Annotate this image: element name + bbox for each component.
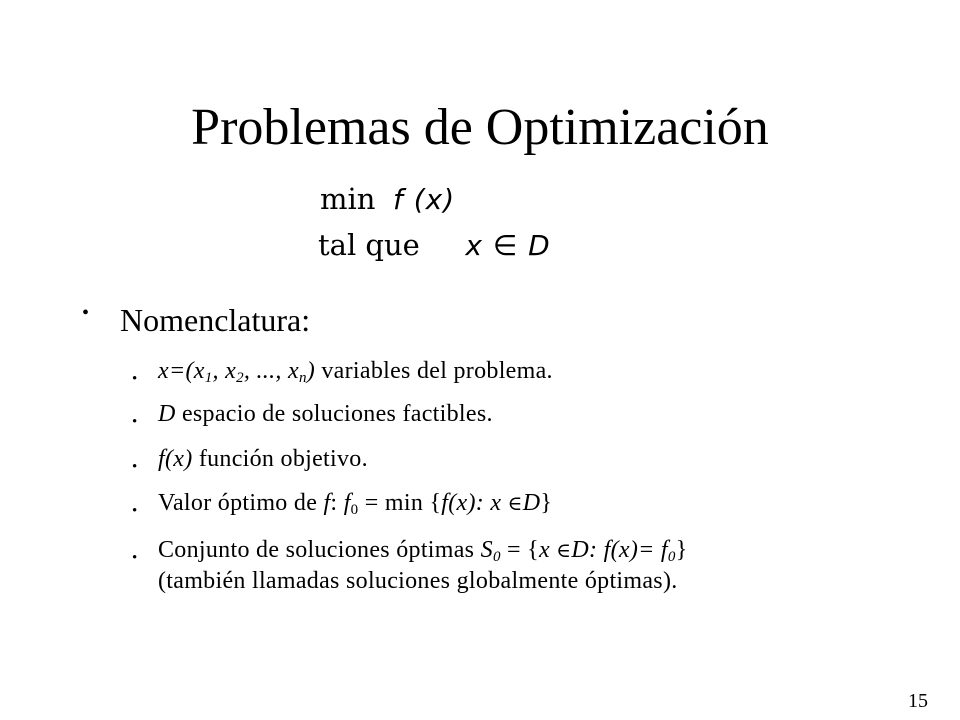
formula-objective [320,182,455,217]
nomenclature-heading: Nomenclatura: [120,302,311,338]
list-item-text: f(x) función objetivo. [158,446,368,472]
formula-objective-expr: f (x) [392,183,456,216]
page-number: 15 [908,690,928,712]
list-item-text: $x=(x_1$, $x_2$, ..., $x_n$) variables del problema. [158,358,553,386]
formula-constraint-expr: x ∈ D [465,229,551,262]
formula-constraint-label: tal que [318,228,420,262]
list-item-continuation: (también llamadas soluciones globalmente óptimas). [158,568,678,594]
formula-min-label: min [320,182,376,216]
list-bullet: • [132,371,138,387]
formula-constraint [318,228,551,263]
nomenclature-bullet: • [82,302,90,324]
list-bullet: • [132,414,138,430]
list-bullet: • [132,503,138,519]
list-item-text: D espacio de soluciones factibles. [158,401,493,427]
list-bullet: • [132,550,138,566]
list-bullet: • [132,459,138,475]
list-item-text: Conjunto de soluciones óptimas $S_0 = \{x$ ∈D: $f(x)= f_0$} [158,537,688,565]
slide-title: Problemas de Optimización [191,99,769,156]
list-item-text: Valor óptimo de f: $f_0 = \min \{f(x)$: x ∈D} [158,490,553,518]
